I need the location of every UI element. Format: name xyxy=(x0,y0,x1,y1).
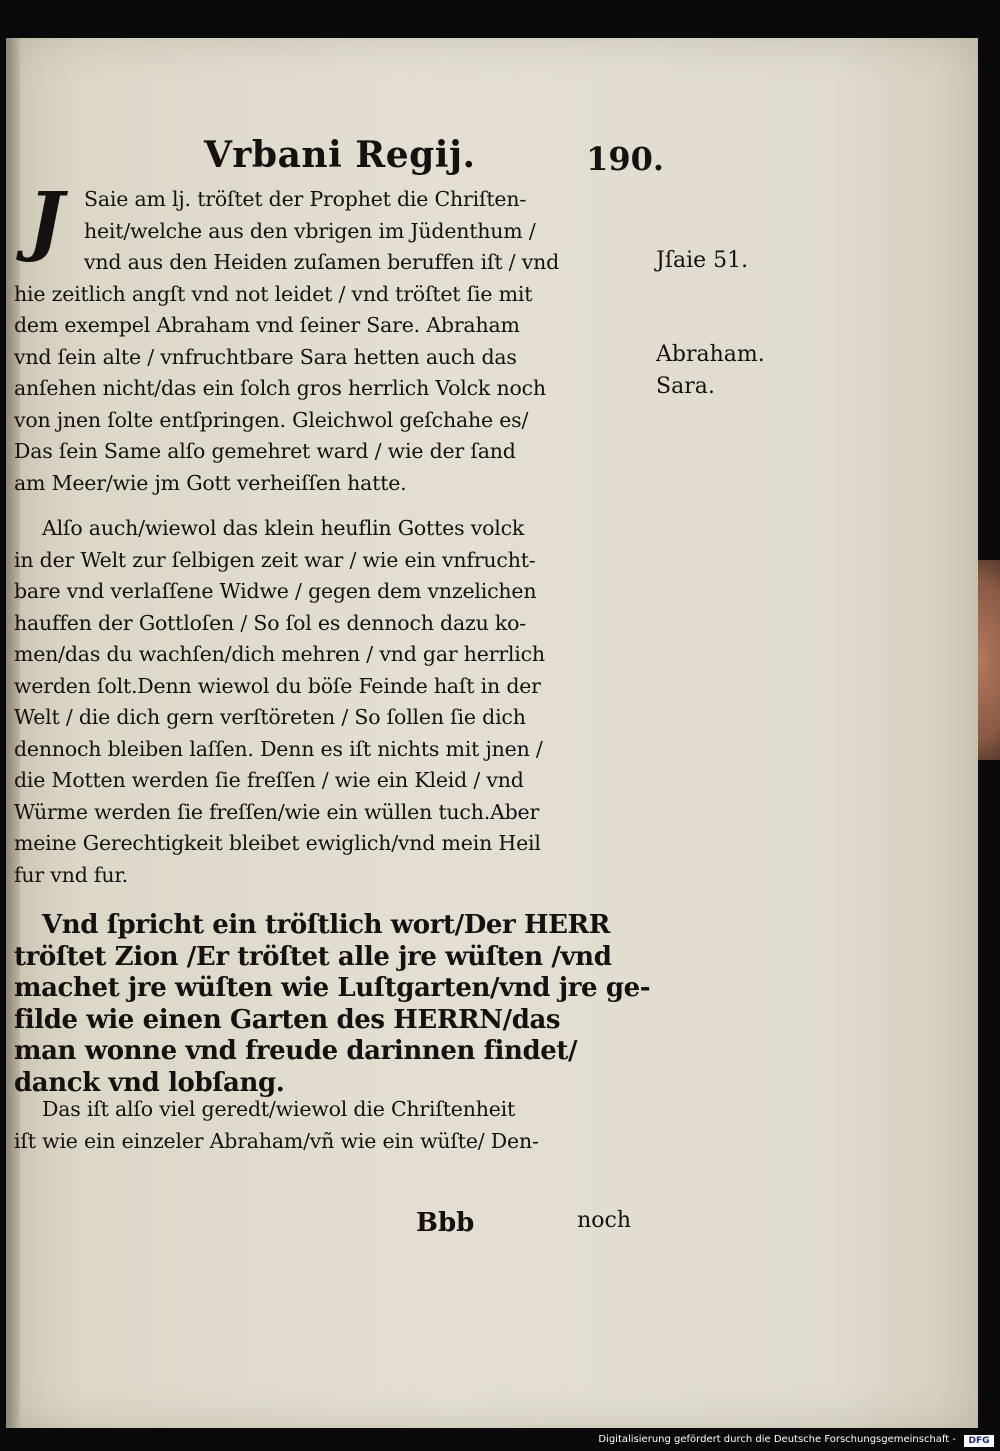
text-line: in der Welt zur ſelbigen zeit war / wie ein vnfrucht- xyxy=(14,547,536,572)
text-line: anſehen nicht/das ein ſolch gros herrlich Volck noch xyxy=(14,376,546,400)
text-line: men/das du wachſen/dich mehren / vnd gar herrlich xyxy=(14,642,545,666)
text-line: fur vnd fur. xyxy=(14,862,128,887)
margin-note: Abraham. xyxy=(656,342,765,367)
text-line-large: danck vnd lobſang. xyxy=(14,1067,285,1098)
text-line: dennoch bleiben laſſen. Denn es iſt nichts mit jnen / xyxy=(14,736,543,761)
text-line: die Motten werden ſie freſſen / wie ein Kleid / vnd xyxy=(14,768,524,792)
text-line: iſt wie ein einzeler Abraham/vñ wie ein wüſte/ Den- xyxy=(14,1128,539,1153)
text-line-large: tröſtet Zion /Er tröſtet alle jre wüſten /vnd xyxy=(14,941,612,972)
text-line: Alſo auch/wiewol das klein heuflin Gottes volck xyxy=(42,516,525,540)
running-title: Vrbani Regij. xyxy=(204,134,476,176)
text-line: werden ſolt.Denn wiewol du böſe Feinde haſt in der xyxy=(14,673,541,698)
text-line: heit/welche aus den vbrigen im Jüdenthum / xyxy=(84,218,536,243)
text-line: vnd ſein alte / vnfruchtbare Sara hetten auch das xyxy=(14,344,517,369)
text-line: hie zeitlich angſt vnd not leidet / vnd tröſtet ſie mit xyxy=(14,281,533,306)
catchword: noch xyxy=(577,1208,631,1233)
text-line: dem exempel Abraham vnd ſeiner Sare. Abraham xyxy=(14,313,520,337)
funding-credit: Digitalisierung gefördert durch die Deutsche Forschungsgemeinschaft - xyxy=(598,1434,956,1445)
margin-note: Jſaie 51. xyxy=(656,248,749,273)
book-page xyxy=(6,38,978,1428)
text-line: meine Gerechtigkeit bleibet ewiglich/vnd mein Heil xyxy=(14,831,541,855)
catchline xyxy=(416,1208,631,1242)
text-line: bare vnd verlaſſene Widwe / gegen dem vnzelichen xyxy=(14,579,537,603)
paragraph-gap xyxy=(14,499,654,513)
text-line: Würme werden ſie freſſen/wie ein wüllen tuch.Aber xyxy=(14,799,540,824)
text-line: Saie am lj. tröſtet der Prophet die Chriſten- xyxy=(84,187,527,211)
text-line: hauffen der Gottloſen / So ſol es dennoch dazu ko- xyxy=(14,610,527,635)
text-line: Welt / die dich gern verſtöreten / So ſollen ſie dich xyxy=(14,705,526,729)
page-number: 190. xyxy=(586,140,664,178)
margin-note: Sara. xyxy=(656,374,715,399)
text-line: vnd aus den Heiden zuſamen beruffen iſt / vnd xyxy=(84,250,560,274)
text-line: Das ſein Same alſo gemehret ward / wie der ſand xyxy=(14,439,516,463)
body-text xyxy=(14,175,654,1157)
text-line: von jnen ſolte entſpringen. Gleichwol geſchahe es/ xyxy=(14,407,529,432)
paragraph-gap xyxy=(14,891,654,905)
dfg-logo: DFG xyxy=(964,1435,994,1447)
text-line: Das iſt alſo viel geredt/wiewol die Chriſtenheit xyxy=(42,1097,516,1121)
text-line-large: man wonne vnd freude darinnen findet/ xyxy=(14,1036,578,1066)
text-line-large: Vnd ſpricht ein tröſtlich wort/Der HERR xyxy=(42,910,610,940)
text-line-large: machet jre wüſten wie Luſtgarten/vnd jre ge- xyxy=(14,973,651,1003)
footer-bar xyxy=(0,1431,1000,1451)
page-header xyxy=(204,128,664,178)
signature-mark: Bbb xyxy=(416,1208,475,1238)
initial-letter: J xyxy=(28,175,64,264)
text-line: am Meer/wie jm Gott verheiſſen hatte. xyxy=(14,470,407,495)
text-line-large: filde wie einen Garten des HERRN/das xyxy=(14,1004,561,1035)
